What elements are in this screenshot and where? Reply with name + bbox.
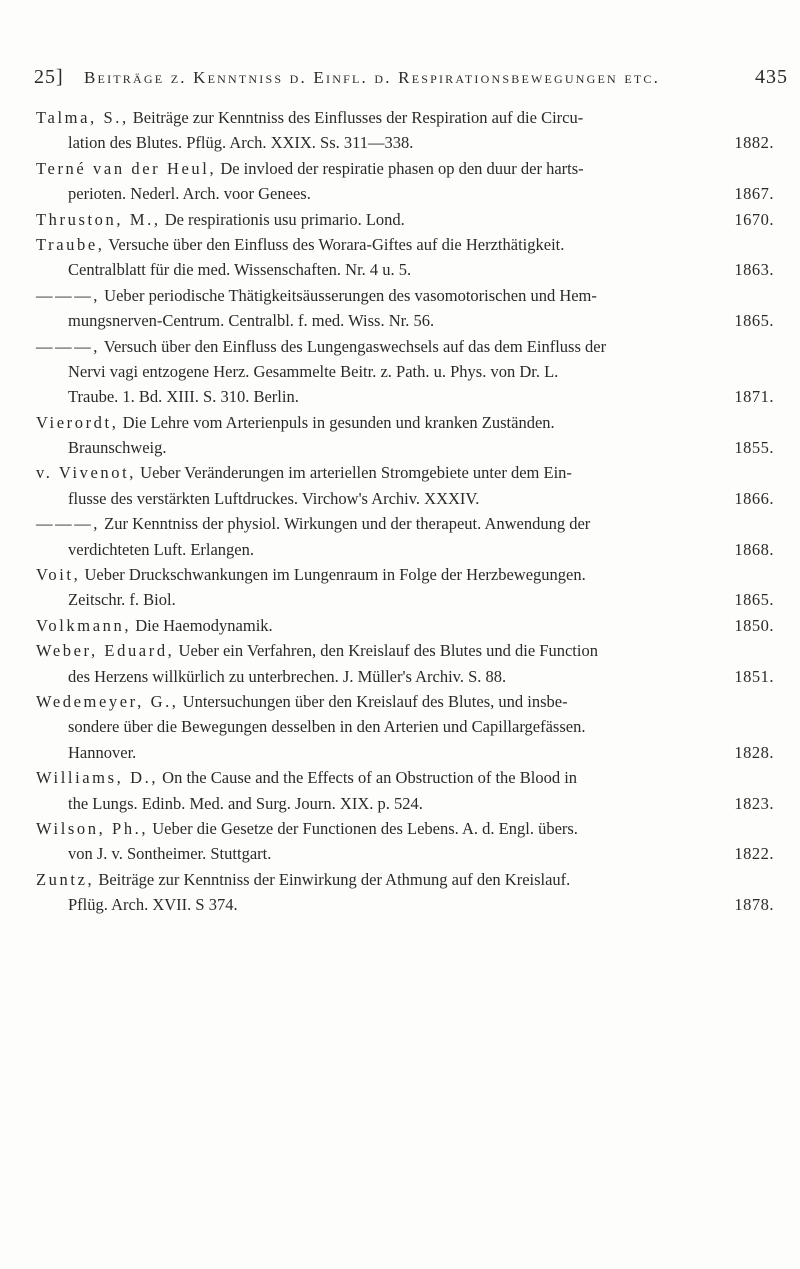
reference-year: 1855.: [734, 438, 774, 458]
reference-text: Hannover.: [68, 742, 137, 762]
reference-line: [36, 283, 774, 308]
reference-line: [36, 384, 774, 409]
reference-text: Zur Kenntniss der physiol. Wirkungen und der therapeut. Anwendung der: [100, 514, 591, 534]
reference-text: Ueber Veränderungen im arteriellen Stromgebiete unter dem Ein-: [136, 463, 572, 483]
reference-line: [36, 664, 774, 689]
reference-text: De invloed der respiratie phasen op den duur der harts-: [216, 158, 584, 178]
reference-author: Vierordt,: [36, 412, 119, 432]
reference-line: [36, 714, 774, 739]
reference-line: [36, 410, 774, 435]
reference-text: On the Cause and the Effects of an Obstruction of the Blood in: [158, 768, 578, 788]
reference-line: [36, 867, 774, 892]
reference-text: Centralblatt für die med. Wissenschaften. Nr. 4 u. 5.: [68, 260, 412, 280]
reference-line: [36, 207, 774, 232]
reference-line: [36, 156, 774, 181]
reference-entry: [36, 562, 774, 613]
reference-text: Versuch über den Einfluss des Lungengaswechsels auf das dem Einfluss der: [100, 336, 607, 356]
reference-author: Traube,: [36, 234, 105, 254]
reference-entry: [36, 867, 774, 918]
reference-year: 1865.: [734, 311, 774, 331]
page-number: 435: [755, 66, 788, 88]
reference-text: flusse des verstärkten Luftdruckes. Virchow's Archiv. XXXIV.: [68, 488, 480, 508]
reference-text: des Herzens willkürlich zu unterbrechen. J. Müller's Archiv. S. 88.: [68, 666, 507, 686]
reference-text: Die Haemodynamik.: [131, 615, 273, 635]
reference-text: Versuche über den Einfluss des Worara-Giftes auf die Herzthätigkeit.: [104, 234, 565, 254]
running-title: Beiträge z. Kenntniss d. Einfl. d. Respirationsbewegungen etc.: [84, 68, 661, 87]
reference-text: De respirationis usu primario. Lond.: [160, 209, 405, 229]
reference-entry: [36, 232, 774, 283]
reference-year: 1878.: [734, 895, 774, 915]
reference-line: [36, 511, 774, 536]
reference-author: Williams, D.,: [36, 768, 159, 788]
reference-line: [36, 130, 774, 155]
reference-author: ———,: [36, 514, 101, 534]
reference-author: Wilson, Ph.,: [36, 818, 149, 838]
reference-entry: [36, 410, 774, 461]
reference-entry: [36, 638, 774, 689]
reference-line: [36, 359, 774, 384]
reference-line: [36, 841, 774, 866]
running-head: [34, 66, 794, 94]
reference-author: Voit,: [36, 565, 81, 585]
reference-text: Zeitschr. f. Biol.: [68, 590, 176, 610]
reference-author: ———,: [36, 285, 101, 305]
reference-line: [36, 460, 774, 485]
reference-line: [36, 689, 774, 714]
reference-entry: [36, 105, 774, 156]
reference-entry: [36, 511, 774, 562]
reference-line: [36, 486, 774, 511]
reference-text: sondere über die Bewegungen desselben in den Arterien und Capillargefässen.: [68, 717, 586, 737]
reference-text: perioten. Nederl. Arch. voor Genees.: [68, 184, 311, 204]
reference-text: Pflüg. Arch. XVII. S 374.: [68, 895, 238, 915]
reference-author: ———,: [36, 336, 101, 356]
reference-line: [36, 587, 774, 612]
reference-line: [36, 435, 774, 460]
reference-year: 1868.: [734, 539, 774, 559]
reference-text: Traube. 1. Bd. XIII. S. 310. Berlin.: [68, 387, 299, 407]
reference-line: [36, 816, 774, 841]
reference-year: 1823.: [734, 793, 774, 813]
reference-entry: [36, 460, 774, 511]
reference-line: [36, 892, 774, 917]
reference-year: 1871.: [734, 387, 774, 407]
reference-author: Thruston, M.,: [36, 209, 161, 229]
reference-entry: [36, 283, 774, 334]
reference-author: Zuntz,: [36, 869, 95, 889]
reference-year: 1865.: [734, 590, 774, 610]
reference-entry: [36, 765, 774, 816]
reference-text: Nervi vagi entzogene Herz. Gesammelte Beitr. z. Path. u. Phys. von Dr. L.: [68, 361, 559, 381]
reference-text: Die Lehre vom Arterienpuls in gesunden und kranken Zuständen.: [118, 412, 555, 432]
reference-author: Terné van der Heul,: [36, 158, 217, 178]
reference-year: 1828.: [734, 742, 774, 762]
reference-list: [36, 105, 774, 918]
reference-line: [36, 257, 774, 282]
reference-author: Wedemeyer, G.,: [36, 691, 179, 711]
reference-entry: [36, 156, 774, 207]
reference-line: [36, 537, 774, 562]
reference-author: Weber, Eduard,: [36, 641, 175, 661]
section-number: 25]: [34, 66, 64, 88]
reference-line: [36, 308, 774, 333]
reference-line: [36, 334, 774, 359]
reference-author: v. Vivenot,: [36, 463, 137, 483]
reference-line: [36, 765, 774, 790]
reference-text: Untersuchungen über den Kreislauf des Blutes, und insbe-: [178, 691, 568, 711]
reference-line: [36, 181, 774, 206]
reference-line: [36, 232, 774, 257]
reference-line: [36, 562, 774, 587]
reference-text: lation des Blutes. Pflüg. Arch. XXIX. Ss. 311—338.: [68, 133, 414, 153]
reference-text: von J. v. Sontheimer. Stuttgart.: [68, 844, 272, 864]
reference-year: 1670.: [734, 209, 774, 229]
reference-text: Ueber periodische Thätigkeitsäusserungen des vasomotorischen und Hem-: [100, 285, 597, 305]
reference-entry: [36, 816, 774, 867]
reference-line: [36, 105, 774, 130]
reference-entry: [36, 207, 774, 232]
reference-text: Ueber Druckschwankungen im Lungenraum in Folge der Herzbewegungen.: [80, 565, 586, 585]
reference-entry: [36, 334, 774, 410]
reference-line: [36, 740, 774, 765]
reference-text: Ueber ein Verfahren, den Kreislauf des Blutes und die Function: [174, 641, 598, 661]
reference-text: Beiträge zur Kenntniss der Einwirkung der Athmung auf den Kreislauf.: [94, 869, 571, 889]
reference-entry: [36, 689, 774, 765]
reference-year: 1851.: [734, 666, 774, 686]
reference-line: [36, 638, 774, 663]
reference-line: [36, 791, 774, 816]
reference-year: 1863.: [734, 260, 774, 280]
reference-year: 1822.: [734, 844, 774, 864]
reference-text: Braunschweig.: [68, 438, 167, 458]
reference-line: [36, 613, 774, 638]
reference-text: Beiträge zur Kenntniss des Einflusses der Respiration auf die Circu-: [128, 108, 584, 127]
reference-author: Talma, S.,: [36, 108, 129, 127]
reference-text: Ueber die Gesetze der Functionen des Lebens. A. d. Engl. übers.: [148, 818, 578, 838]
reference-year: 1866.: [734, 488, 774, 508]
reference-entry: [36, 613, 774, 638]
reference-year: 1867.: [734, 184, 774, 204]
reference-year: 1882.: [734, 133, 774, 153]
reference-year: 1850.: [734, 615, 774, 635]
reference-text: verdichteten Luft. Erlangen.: [68, 539, 255, 559]
reference-text: the Lungs. Edinb. Med. and Surg. Journ. XIX. p. 524.: [68, 793, 423, 813]
reference-author: Volkmann,: [36, 615, 132, 635]
reference-text: mungsnerven-Centrum. Centralbl. f. med. Wiss. Nr. 56.: [68, 311, 435, 331]
